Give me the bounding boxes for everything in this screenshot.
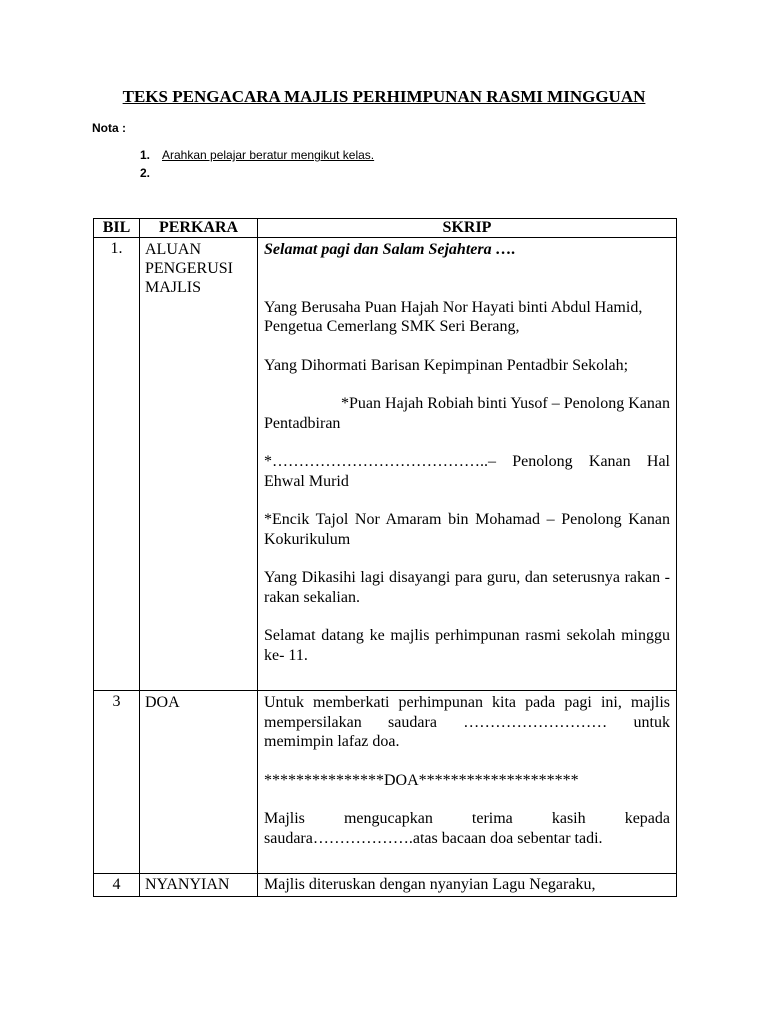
script-paragraph: Yang Dihormati Barisan Kepimpinan Pentadbir Sekolah; [264,356,629,374]
note-item [140,164,374,182]
row-perkara: ALUAN PENGERUSI MAJLIS [140,238,258,691]
table-row [94,874,677,897]
table-row [94,238,677,691]
script-paragraph: Selamat datang ke majlis perhimpunan rasmi sekolah minggu ke- 11. [264,627,670,664]
script-paragraph: *…………………………………..– Penolong Kanan Hal Ehwal Murid [264,453,670,490]
row-script [258,874,677,897]
header-bil: BIL [94,219,140,238]
note-number: 1. [140,148,151,162]
script-paragraph: Pengetua Cemerlang SMK Seri Berang, [264,318,520,335]
script-paragraph: Selamat pagi dan Salam Sejahtera …. [264,241,516,258]
script-paragraph: ***************DOA******************** [264,771,579,789]
header-perkara: PERKARA [140,219,258,238]
row-bil: 4 [94,874,140,897]
note-number: 2. [140,166,151,180]
note-list [140,146,374,182]
header-skrip: SKRIP [258,219,677,238]
script-table [93,218,677,897]
row-script [258,691,677,874]
table-header-row [94,219,677,238]
row-bil: 3 [94,691,140,874]
script-paragraph: Yang Berusaha Puan Hajah Nor Hayati binti Abdul Hamid, [264,298,643,316]
row-script [258,238,677,691]
note-item [140,146,374,164]
row-bil: 1. [94,238,140,691]
note-text: Arahkan pelajar beratur mengikut kelas. [162,148,375,162]
nota-label: Nota : [92,121,126,135]
row-perkara: NYANYIAN [140,874,258,897]
script-paragraph: Majlis mengucapkan terima kasih kepada saudara……………….atas bacaan doa sebentar tadi. [264,810,670,847]
script-paragraph: Majlis diteruskan dengan nyanyian Lagu Negaraku, [264,876,596,893]
script-paragraph: *Puan Hajah Robiah binti Yusof – Penolong Kanan Pentadbiran [264,395,670,432]
script-paragraph: *Encik Tajol Nor Amaram bin Mohamad – Penolong Kanan Kokurikulum [264,511,670,548]
row-perkara: DOA [140,691,258,874]
table-row [94,691,677,874]
script-paragraph: Yang Dikasihi lagi disayangi para guru, dan seterusnya rakan - rakan sekalian. [264,569,670,606]
script-paragraph: Untuk memberkati perhimpunan kita pada pagi ini, majlis mempersilakan saudara ……………………… untuk memimpin lafaz doa. [264,694,670,750]
document-title: TEKS PENGACARA MAJLIS PERHIMPUNAN RASMI MINGGUAN [122,87,646,106]
